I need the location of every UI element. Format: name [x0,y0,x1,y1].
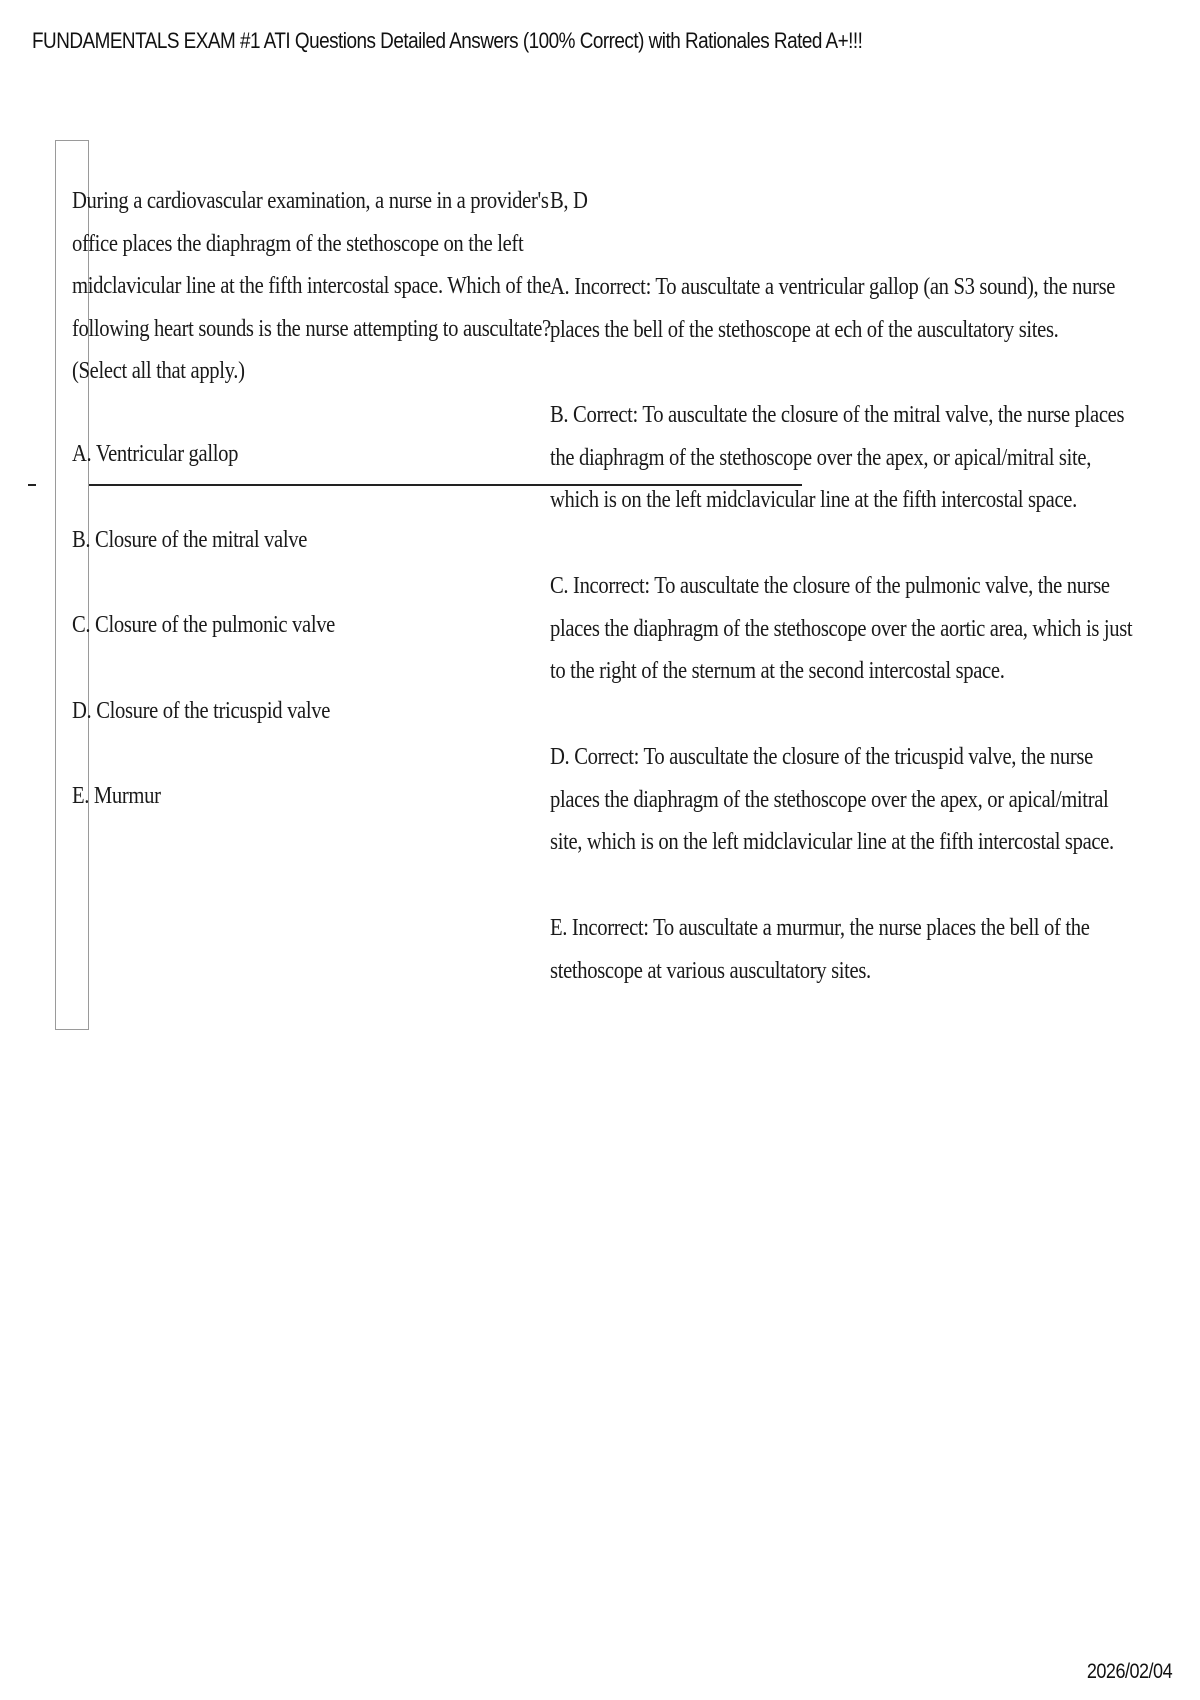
answer-key: B, D [550,188,588,214]
footer-date: 2026/02/04 [1086,1660,1172,1683]
option-b: B. Closure of the mitral valve [72,527,308,553]
rationale-d: D. Correct: To auscultate the closure of the tricuspid valve, the nurse places the diaphragm of the stethoscope over the apex, or apical/mitral site, which is on the left midclavicular line at the fifth intercostal space. [550,744,1114,855]
rationale-b: B. Correct: To auscultate the closure of the mitral valve, the nurse places the diaphragm of the stethoscope over the apex, or apical/mitral site, which is on the left midclavicular line at the fifth intercostal space. [550,402,1125,513]
document-title: FUNDAMENTALS EXAM #1 ATI Questions Detailed Answers (100% Correct) with Rationales Rated A+!!! [32,28,863,53]
option-c: C. Closure of the pulmonic valve [72,612,335,638]
option-e: E. Murmur [72,783,161,809]
question-stem: During a cardiovascular examination, a nurse in a provider's office places the diaphragm of the stethoscope on the left midclavicular line at the fifth intercostal space. Which of the following heart sounds is the nurse attempting to auscultate? (Select all that apply.) [72,188,551,384]
question-column [72,180,551,393]
rationale-a: A. Incorrect: To auscultate a ventricular gallop (an S3 sound), the nurse places the bell of the stethoscope at ech of the auscultatory sites. [550,274,1116,343]
rationale-e: E. Incorrect: To auscultate a murmur, the nurse places the bell of the stethoscope at various auscultatory sites. [550,915,1090,984]
rationale-c: C. Incorrect: To auscultate the closure of the pulmonic valve, the nurse places the diaphragm of the stethoscope over the aortic area, which is just to the right of the sternum at the second intercostal space. [550,573,1133,684]
option-d: D. Closure of the tricuspid valve [72,698,331,724]
margin-dash [28,484,36,486]
option-a: A. Ventricular gallop [72,441,239,467]
